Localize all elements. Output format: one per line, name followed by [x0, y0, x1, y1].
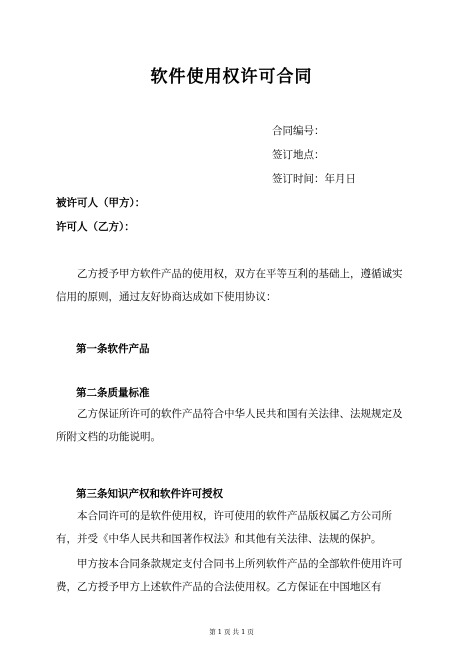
section-2-heading: 第二条质量标准 — [76, 387, 150, 399]
sign-time-label: 签订时间：年月日 — [272, 173, 356, 185]
sign-place-label: 签订地点： — [272, 149, 325, 161]
section-3-heading: 第三条知识产权和软件许可授权 — [76, 488, 223, 500]
section-3-body-1: 本合同许可的是软件使用权，许可使用的软件产品版权属乙方公司所有，并受《中华人民共和国著作权法》和其他有关法律、法规的保护。 — [56, 510, 392, 545]
intro-paragraph: 乙方授予甲方软件产品的使用权，双方在平等互利的基础上，遵循诚实信用的原则，通过友好协商达成如下使用协议： — [56, 268, 403, 303]
page-footer: 第 1 页 共 1 页 — [209, 628, 254, 636]
contract-number-label: 合同编号： — [272, 125, 325, 137]
licensee-label: 被许可人（甲方）： — [56, 197, 146, 209]
section-3-body-2: 甲方按本合同条款规定支付合同书上所列软件产品的全部软件使用许可费，乙方授予甲方上述软件产品的合法使用权。乙方保证在中国地区有 — [56, 558, 403, 593]
section-2-body: 乙方保证所许可的软件产品符合中华人民共和国有关法律、法规规定及所附文档的功能说明。 — [56, 408, 403, 443]
document-title: 软件使用权许可合同 — [150, 67, 313, 87]
section-1-heading: 第一条软件产品 — [76, 343, 150, 355]
licensor-label: 许可人（乙方）： — [56, 221, 135, 233]
